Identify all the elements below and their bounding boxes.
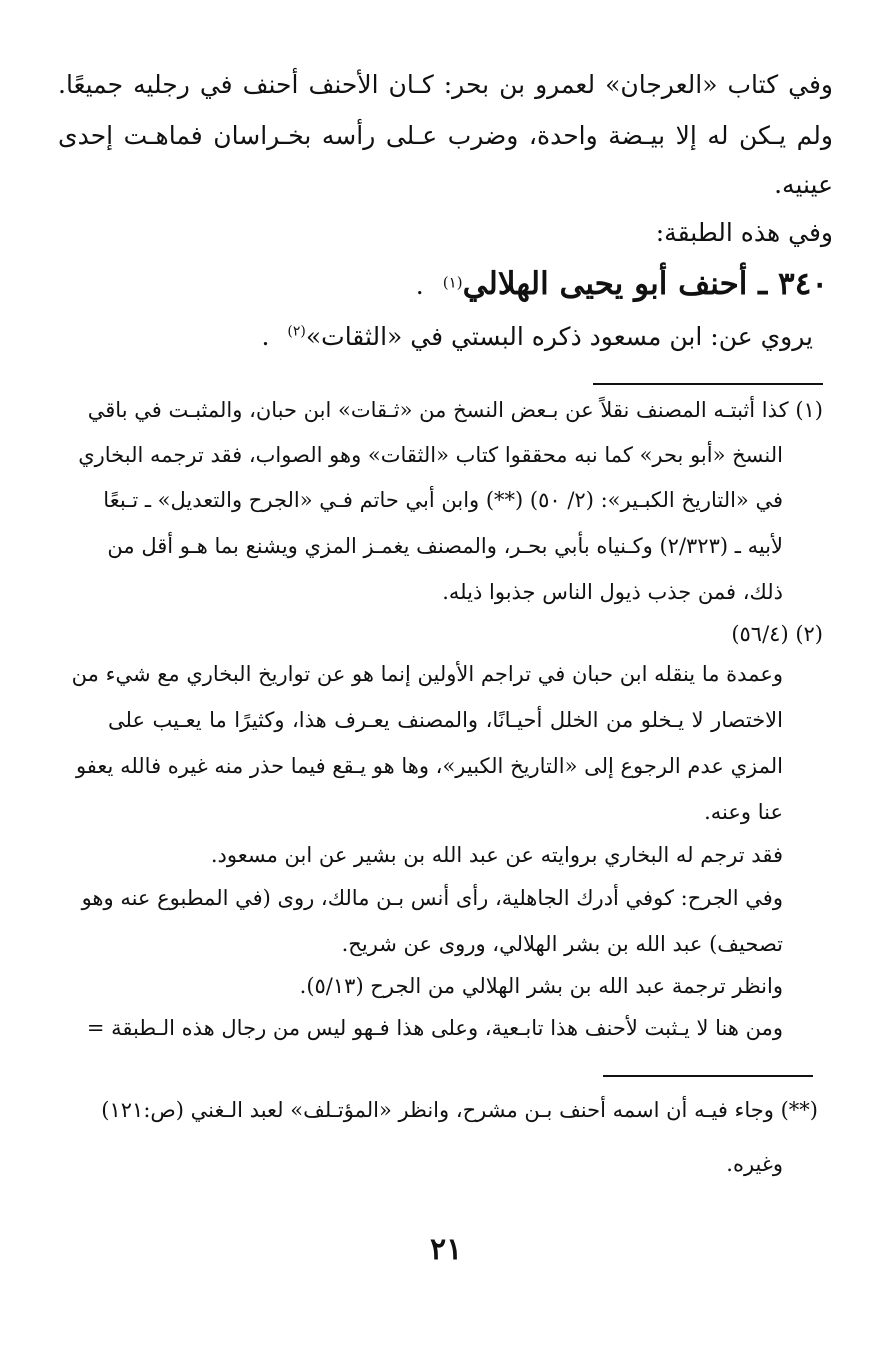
footnote-1-line-5: ذلك، فمن جذب ذيول الناس جذبوا ذيله. — [442, 580, 783, 604]
footnote-1-line-2: النسخ «أبو بحر» كما نبه محققوا كتاب «الثقات» وهو الصواب، فقد ترجمه البخاري — [78, 443, 783, 467]
body-line-4: وفي هذه الطبقة: — [655, 218, 833, 247]
footnote-2-line-1: وعمدة ما ينقله ابن حبان في تراجم الأولين إنما هو عن تواريخ البخاري مع شيء من — [71, 662, 783, 686]
footnote-2-line-6: وفي الجرح: كوفي أدرك الجاهلية، رأى أنس بـن مالك، روى (في المطبوع عنه وهو — [81, 886, 783, 910]
entry-heading — [416, 266, 828, 302]
body-line-3: عينيه. — [774, 170, 833, 199]
body-line-1: وفي كتاب «العرجان» لعمرو بن بحر: كـان الأحنف أحنف في رجليه جميعًا. — [58, 70, 833, 99]
footnote-1-line-3: في «التاريخ الكبـير»: (٢/ ٥٠) (**) وابن أبي حاتم فـي «الجرح والتعديل» ـ تـبعًا — [103, 488, 783, 512]
editor-note-line-2: وغيره. — [726, 1152, 783, 1176]
page-number: ٢١ — [430, 1232, 463, 1267]
entry-narration-line — [261, 322, 813, 351]
entry-heading-tail: . — [415, 271, 424, 300]
footnote-1-line-4: لأبيه ـ (٢/٣٢٣) وكـنياه بأبي بحـر، والمصنف يغمـز المزي ويشنع بما هـو أقل من — [107, 534, 783, 558]
footnote-2-line-7: تصحيف) عبد الله بن بشر الهلالي، وروى عن شريح. — [341, 932, 783, 956]
body-line-2: ولم يـكن له إلا بيـضة واحدة، وضرب عـلى رأسه بخـراسان فماهـت إحدى — [58, 121, 833, 150]
footnote-separator — [593, 383, 823, 385]
entry-heading-text: ٣٤٠ ـ أحنف أبو يحيى الهلالي — [462, 266, 828, 302]
footnote-2-line-5: فقد ترجم له البخاري بروايته عن عبد الله بن بشير عن ابن مسعود. — [210, 843, 783, 867]
footnote-2-line-4: عنا وعنه. — [704, 800, 783, 824]
editor-note-separator — [603, 1075, 813, 1077]
footnote-2-line-3: المزي عدم الرجوع إلى «التاريخ الكبير»، وها هو يـقع فيما حذر منه غيره فالله يعفو — [75, 754, 783, 778]
footnote-ref-1: (١) — [442, 273, 463, 292]
footnote-1-line-1: (١) كذا أثبتـه المصنف نقلاً عن بـعض النسخ من «ثـقات» ابن حبان، والمثبـت في باقي — [87, 398, 823, 422]
footnote-2-label: (٢) (٥٦/٤) — [731, 622, 823, 646]
entry-narration-text: يروي عن: ابن مسعود ذكره البستي في «الثقات» — [305, 322, 813, 351]
entry-narration-tail: . — [261, 322, 270, 351]
footnote-2-line-9: ومن هنا لا يـثبت لأحنف هذا تابـعية، وعلى هذا فـهو ليس من رجال هذه الـطبقة = — [86, 1016, 783, 1040]
footnote-2-line-2: الاختصار لا يـخلو من الخلل أحيـانًا، والمصنف يعـرف هذا، وكثيرًا ما يعـيب على — [108, 708, 783, 732]
editor-note-line-1: (**) وجاء فيـه أن اسمه أحنف بـن مشرح، وانظر «المؤتـلف» لعبد الـغني (ص:١٢١) — [101, 1098, 818, 1122]
footnote-ref-2: (٢) — [287, 323, 306, 340]
footnote-2-line-8: وانظر ترجمة عبد الله بن بشر الهلالي من الجرح (٥/١٣). — [299, 974, 783, 998]
